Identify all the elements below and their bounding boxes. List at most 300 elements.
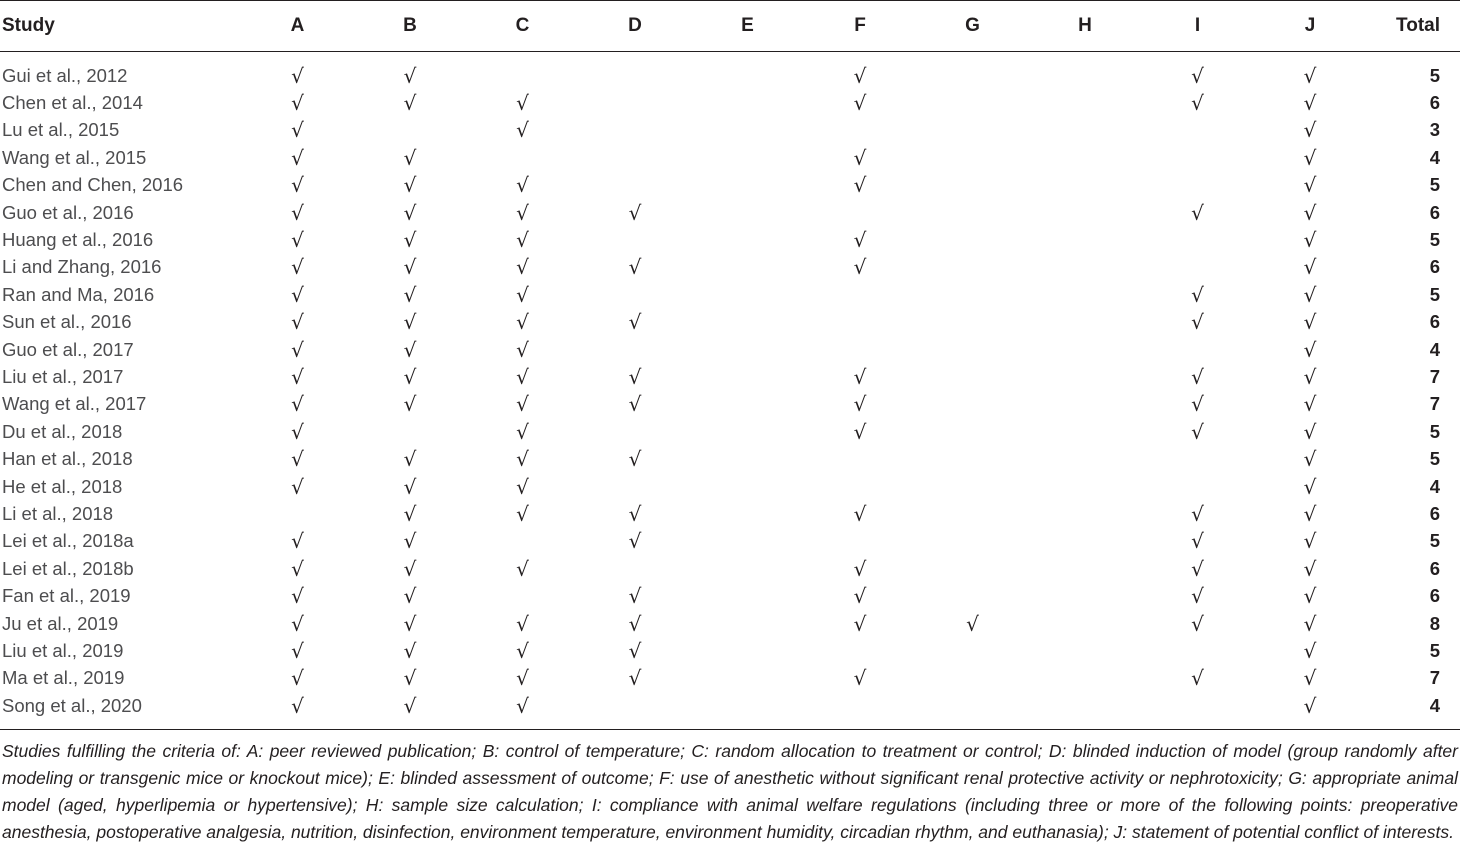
study-name-cell: Fan et al., 2019 [2, 585, 131, 607]
criterion-a-cell: √ [291, 337, 304, 362]
criterion-d-cell [580, 226, 690, 253]
criterion-i-cell [1140, 473, 1255, 500]
total-score-cell: 5 [1429, 229, 1440, 251]
criterion-a-cell: √ [291, 666, 304, 691]
criterion-a-cell: √ [291, 91, 304, 116]
criterion-h-cell [1030, 692, 1140, 729]
criterion-f-cell: √ [853, 145, 867, 170]
criterion-h-cell [1030, 610, 1140, 637]
criterion-a-cell: √ [291, 611, 304, 636]
criterion-a-cell: √ [291, 447, 304, 472]
header-b: B [355, 1, 465, 52]
criterion-h-cell [1030, 391, 1140, 418]
criterion-a-cell: √ [291, 173, 304, 198]
criterion-i-cell [1140, 692, 1255, 729]
criterion-b-cell: √ [403, 255, 417, 280]
criterion-d-cell: √ [628, 611, 642, 636]
criterion-f-cell [805, 199, 915, 226]
criterion-e-cell [690, 418, 805, 445]
criterion-d-cell: √ [628, 638, 642, 663]
table-row [0, 254, 1460, 281]
criterion-c-cell: √ [516, 392, 529, 417]
criterion-g-cell [915, 254, 1030, 281]
study-name-cell: Du et al., 2018 [2, 420, 123, 442]
criterion-h-cell [1030, 254, 1140, 281]
criterion-j-cell: √ [1303, 118, 1317, 143]
criterion-f-cell: √ [853, 63, 867, 88]
criterion-c-cell: √ [516, 91, 529, 116]
study-name-cell: Song et al., 2020 [2, 694, 142, 716]
study-name-cell: Lu et al., 2015 [2, 119, 120, 141]
criterion-e-cell [690, 528, 805, 555]
criterion-c-cell: √ [516, 474, 529, 499]
criterion-c-cell: √ [516, 118, 529, 143]
criterion-e-cell [690, 637, 805, 664]
table-row [0, 528, 1460, 555]
criterion-h-cell [1030, 363, 1140, 390]
criterion-i-cell: √ [1191, 529, 1204, 554]
criterion-e-cell [690, 665, 805, 692]
criterion-g-cell [915, 582, 1030, 609]
total-score-cell: 6 [1429, 256, 1440, 278]
criterion-b-cell: √ [403, 693, 417, 718]
criterion-j-cell: √ [1303, 228, 1317, 253]
study-name-cell: Li et al., 2018 [2, 502, 114, 524]
criterion-b-cell [355, 117, 465, 144]
criterion-c-cell [465, 528, 580, 555]
criterion-i-cell [1140, 254, 1255, 281]
criterion-d-cell: √ [628, 447, 642, 472]
criterion-i-cell [1140, 445, 1255, 472]
criterion-a-cell: √ [291, 556, 304, 581]
criterion-b-cell: √ [403, 529, 417, 554]
criterion-a-cell: √ [291, 228, 304, 253]
criterion-h-cell [1030, 336, 1140, 363]
study-name-cell: Wang et al., 2015 [2, 146, 147, 168]
header-c: C [465, 1, 580, 52]
criterion-g-cell [915, 336, 1030, 363]
table-row [0, 500, 1460, 527]
criterion-a-cell: √ [291, 474, 304, 499]
criterion-j-cell: √ [1303, 611, 1317, 636]
criterion-f-cell [805, 637, 915, 664]
table-row [0, 445, 1460, 472]
total-score-cell: 6 [1429, 201, 1440, 223]
criterion-f-cell: √ [853, 611, 867, 636]
criterion-h-cell [1030, 281, 1140, 308]
criterion-f-cell: √ [853, 501, 867, 526]
criterion-j-cell: √ [1303, 392, 1317, 417]
total-score-cell: 5 [1429, 283, 1440, 305]
criterion-e-cell [690, 692, 805, 729]
criterion-j-cell: √ [1303, 255, 1317, 280]
criterion-g-cell [915, 692, 1030, 729]
table-row [0, 336, 1460, 363]
criterion-b-cell: √ [403, 63, 417, 88]
criterion-j-cell: √ [1303, 529, 1317, 554]
criterion-g-cell [915, 500, 1030, 527]
criterion-c-cell: √ [516, 310, 529, 335]
criterion-d-cell [580, 281, 690, 308]
criterion-j-cell: √ [1303, 501, 1317, 526]
header-e: E [690, 1, 805, 52]
total-score-cell: 6 [1429, 311, 1440, 333]
study-name-cell: Guo et al., 2016 [2, 201, 134, 223]
table-row [0, 363, 1460, 390]
criterion-b-cell: √ [403, 392, 417, 417]
criterion-f-cell: √ [853, 228, 867, 253]
criterion-b-cell: √ [403, 556, 417, 581]
total-score-cell: 6 [1429, 92, 1440, 114]
criterion-d-cell: √ [628, 529, 642, 554]
criterion-e-cell [690, 89, 805, 116]
criterion-g-cell [915, 528, 1030, 555]
criterion-j-cell: √ [1303, 337, 1317, 362]
header-total: Total [1365, 1, 1460, 52]
criterion-g-cell [915, 172, 1030, 199]
header-i: I [1140, 1, 1255, 52]
criterion-f-cell: √ [853, 173, 867, 198]
criterion-c-cell [465, 144, 580, 171]
criterion-e-cell [690, 610, 805, 637]
criterion-j-cell: √ [1303, 91, 1317, 116]
criterion-h-cell [1030, 637, 1140, 664]
total-score-cell: 3 [1429, 119, 1440, 141]
criterion-d-cell: √ [628, 584, 642, 609]
criterion-a-cell: √ [291, 145, 304, 170]
criterion-g-cell [915, 52, 1030, 90]
table-body [0, 52, 1460, 730]
criterion-e-cell [690, 52, 805, 90]
criterion-i-cell: √ [1191, 63, 1204, 88]
criterion-j-cell: √ [1303, 638, 1317, 663]
criterion-d-cell [580, 473, 690, 500]
table-row [0, 199, 1460, 226]
criterion-a-cell: √ [291, 255, 304, 280]
criterion-j-cell: √ [1303, 63, 1317, 88]
criterion-a-cell: √ [291, 392, 304, 417]
criterion-h-cell [1030, 117, 1140, 144]
criterion-d-cell: √ [628, 392, 642, 417]
total-score-cell: 8 [1429, 612, 1440, 634]
criterion-c-cell: √ [516, 447, 529, 472]
criterion-c-cell: √ [516, 228, 529, 253]
criterion-e-cell [690, 445, 805, 472]
criterion-i-cell: √ [1191, 310, 1204, 335]
criterion-f-cell: √ [853, 556, 867, 581]
criterion-g-cell [915, 199, 1030, 226]
table-row [0, 391, 1460, 418]
criterion-g-cell [915, 226, 1030, 253]
study-name-cell: Gui et al., 2012 [2, 64, 128, 86]
criterion-a-cell: √ [291, 584, 304, 609]
study-name-cell: He et al., 2018 [2, 475, 123, 497]
criterion-j-cell: √ [1303, 282, 1317, 307]
total-score-cell: 6 [1429, 557, 1440, 579]
criterion-i-cell [1140, 172, 1255, 199]
study-name-cell: Li and Zhang, 2016 [2, 256, 162, 278]
criterion-a-cell: √ [291, 282, 304, 307]
criterion-a-cell: √ [291, 364, 304, 389]
criterion-e-cell [690, 582, 805, 609]
criterion-f-cell: √ [853, 255, 867, 280]
criterion-a-cell: √ [291, 638, 304, 663]
criterion-g-cell [915, 363, 1030, 390]
criterion-d-cell [580, 172, 690, 199]
table-footnote: Studies fulfilling the criteria of: A: peer reviewed publication; B: control of temperature; C: random allocation to treatment or control; D: blinded induction of model (group randomly after modeling or transgenic mice or knockout mice); E: blinded assessment of outcome; F: use of anesthetic without significant renal protective activity or nephrotoxicity; G: appropriate animal model (aged, hyperlipemia or hypertensive); H: sample size calculation; I: compliance with animal welfare regulations (including three or more of the following points: preoperative anesthesia, postoperative analgesia, nutrition, disinfection, environment temperature, environment humidity, circadian rhythm, and euthanasia); J: statement of potential conflict of interests. [2, 741, 1458, 843]
total-score-cell: 6 [1429, 502, 1440, 524]
table-row [0, 555, 1460, 582]
criterion-e-cell [690, 172, 805, 199]
criterion-e-cell [690, 281, 805, 308]
criterion-a-cell: √ [291, 419, 304, 444]
criterion-j-cell: √ [1303, 556, 1317, 581]
criterion-a-cell: √ [291, 310, 304, 335]
criterion-b-cell: √ [403, 584, 417, 609]
criterion-b-cell: √ [403, 310, 417, 335]
study-name-cell: Guo et al., 2017 [2, 338, 134, 360]
total-score-cell: 5 [1429, 639, 1440, 661]
criterion-b-cell: √ [403, 611, 417, 636]
criterion-c-cell: √ [516, 419, 529, 444]
total-score-cell: 5 [1429, 420, 1440, 442]
total-score-cell: 5 [1429, 174, 1440, 196]
criterion-j-cell: √ [1303, 173, 1317, 198]
criterion-i-cell: √ [1191, 91, 1204, 116]
criterion-c-cell: √ [516, 693, 529, 718]
criterion-g-cell [915, 117, 1030, 144]
criterion-e-cell [690, 144, 805, 171]
study-name-cell: Lei et al., 2018a [2, 530, 134, 552]
criterion-j-cell: √ [1303, 693, 1317, 718]
criterion-h-cell [1030, 528, 1140, 555]
criterion-b-cell: √ [403, 666, 417, 691]
criterion-h-cell [1030, 226, 1140, 253]
criterion-f-cell [805, 445, 915, 472]
criterion-d-cell [580, 144, 690, 171]
study-name-cell: Sun et al., 2016 [2, 311, 132, 333]
criterion-g-cell [915, 309, 1030, 336]
total-score-cell: 7 [1429, 365, 1440, 387]
criterion-f-cell [805, 336, 915, 363]
table-row [0, 226, 1460, 253]
total-score-cell: 5 [1429, 530, 1440, 552]
criterion-j-cell: √ [1303, 447, 1317, 472]
criterion-j-cell: √ [1303, 310, 1317, 335]
criterion-b-cell: √ [403, 91, 417, 116]
table-row [0, 52, 1460, 90]
criterion-j-cell: √ [1303, 200, 1317, 225]
criterion-b-cell: √ [403, 228, 417, 253]
table-row [0, 144, 1460, 171]
criterion-d-cell [580, 418, 690, 445]
criterion-e-cell [690, 336, 805, 363]
criterion-d-cell: √ [628, 310, 642, 335]
criterion-f-cell [805, 528, 915, 555]
header-j: J [1255, 1, 1365, 52]
criterion-e-cell [690, 226, 805, 253]
criterion-d-cell [580, 692, 690, 729]
criterion-c-cell [465, 52, 580, 90]
criterion-j-cell: √ [1303, 666, 1317, 691]
criterion-e-cell [690, 500, 805, 527]
criterion-h-cell [1030, 445, 1140, 472]
criterion-i-cell: √ [1191, 611, 1204, 636]
criterion-i-cell: √ [1191, 419, 1204, 444]
total-score-cell: 4 [1429, 475, 1440, 497]
table-row [0, 172, 1460, 199]
table-row [0, 473, 1460, 500]
total-score-cell: 7 [1429, 667, 1440, 689]
criterion-i-cell [1140, 144, 1255, 171]
criterion-d-cell: √ [628, 666, 642, 691]
criterion-e-cell [690, 117, 805, 144]
study-name-cell: Wang et al., 2017 [2, 393, 147, 415]
criterion-g-cell [915, 665, 1030, 692]
study-name-cell: Chen and Chen, 2016 [2, 174, 184, 196]
criterion-a-cell [240, 500, 355, 527]
criterion-j-cell: √ [1303, 584, 1317, 609]
criterion-h-cell [1030, 473, 1140, 500]
criterion-a-cell: √ [291, 693, 304, 718]
criterion-i-cell [1140, 637, 1255, 664]
table-row [0, 418, 1460, 445]
criterion-i-cell [1140, 117, 1255, 144]
criterion-h-cell [1030, 309, 1140, 336]
study-name-cell: Huang et al., 2016 [2, 229, 154, 251]
header-d: D [580, 1, 690, 52]
criterion-f-cell [805, 309, 915, 336]
criterion-i-cell: √ [1191, 364, 1204, 389]
study-name-cell: Liu et al., 2019 [2, 639, 124, 661]
criterion-h-cell [1030, 582, 1140, 609]
criterion-f-cell: √ [853, 584, 867, 609]
criterion-j-cell: √ [1303, 474, 1317, 499]
criterion-g-cell [915, 473, 1030, 500]
criterion-d-cell [580, 555, 690, 582]
criterion-f-cell: √ [853, 364, 867, 389]
criterion-b-cell: √ [403, 638, 417, 663]
criterion-g-cell [915, 418, 1030, 445]
table-row [0, 89, 1460, 116]
criterion-b-cell: √ [403, 337, 417, 362]
total-score-cell: 4 [1429, 338, 1440, 360]
criterion-g-cell [915, 637, 1030, 664]
criterion-c-cell: √ [516, 501, 529, 526]
criterion-e-cell [690, 199, 805, 226]
criterion-g-cell [915, 89, 1030, 116]
study-name-cell: Ran and Ma, 2016 [2, 283, 155, 305]
criterion-h-cell [1030, 665, 1140, 692]
table-row [0, 692, 1460, 729]
criterion-e-cell [690, 391, 805, 418]
criterion-i-cell: √ [1191, 556, 1204, 581]
criterion-g-cell: √ [966, 611, 979, 636]
table-row [0, 582, 1460, 609]
criterion-i-cell [1140, 226, 1255, 253]
table-row [0, 281, 1460, 308]
criterion-b-cell: √ [403, 447, 417, 472]
criterion-i-cell: √ [1191, 584, 1204, 609]
criterion-d-cell: √ [628, 255, 642, 280]
criterion-d-cell: √ [628, 200, 642, 225]
criterion-f-cell [805, 473, 915, 500]
criterion-b-cell: √ [403, 145, 417, 170]
criterion-h-cell [1030, 172, 1140, 199]
criterion-c-cell: √ [516, 173, 529, 198]
total-score-cell: 7 [1429, 393, 1440, 415]
criterion-f-cell: √ [853, 91, 867, 116]
criterion-i-cell [1140, 336, 1255, 363]
study-name-cell: Han et al., 2018 [2, 448, 133, 470]
criterion-b-cell [355, 418, 465, 445]
criterion-e-cell [690, 363, 805, 390]
study-name-cell: Liu et al., 2017 [2, 365, 124, 387]
table-row [0, 309, 1460, 336]
criterion-a-cell: √ [291, 200, 304, 225]
criterion-g-cell [915, 281, 1030, 308]
criterion-c-cell: √ [516, 666, 529, 691]
criterion-f-cell [805, 692, 915, 729]
total-score-cell: 6 [1429, 585, 1440, 607]
criterion-h-cell [1030, 555, 1140, 582]
criterion-d-cell [580, 52, 690, 90]
criterion-b-cell: √ [403, 474, 417, 499]
criterion-c-cell: √ [516, 200, 529, 225]
criterion-d-cell [580, 336, 690, 363]
criterion-e-cell [690, 555, 805, 582]
criterion-i-cell: √ [1191, 392, 1204, 417]
criterion-h-cell [1030, 500, 1140, 527]
criterion-g-cell [915, 391, 1030, 418]
criterion-h-cell [1030, 144, 1140, 171]
criterion-b-cell: √ [403, 501, 417, 526]
header-f: F [805, 1, 915, 52]
criterion-i-cell: √ [1191, 282, 1204, 307]
criterion-c-cell: √ [516, 255, 529, 280]
criterion-b-cell: √ [403, 200, 417, 225]
criterion-d-cell: √ [628, 364, 642, 389]
criterion-f-cell: √ [853, 419, 867, 444]
criterion-e-cell [690, 473, 805, 500]
header-g: G [915, 1, 1030, 52]
header-a: A [240, 1, 355, 52]
criterion-i-cell: √ [1191, 200, 1204, 225]
criterion-j-cell: √ [1303, 364, 1317, 389]
criterion-d-cell [580, 89, 690, 116]
criterion-b-cell: √ [403, 282, 417, 307]
criterion-c-cell: √ [516, 282, 529, 307]
criterion-c-cell: √ [516, 556, 529, 581]
header-study: Study [0, 1, 240, 52]
criterion-c-cell: √ [516, 611, 529, 636]
criterion-i-cell: √ [1191, 666, 1204, 691]
criterion-f-cell [805, 281, 915, 308]
criterion-c-cell [465, 582, 580, 609]
study-name-cell: Lei et al., 2018b [2, 557, 134, 579]
criterion-e-cell [690, 254, 805, 281]
criterion-a-cell: √ [291, 118, 304, 143]
criterion-d-cell: √ [628, 501, 642, 526]
criterion-h-cell [1030, 199, 1140, 226]
study-name-cell: Ma et al., 2019 [2, 667, 125, 689]
criterion-b-cell: √ [403, 173, 417, 198]
criterion-h-cell [1030, 52, 1140, 90]
total-score-cell: 5 [1429, 64, 1440, 86]
header-h: H [1030, 1, 1140, 52]
criterion-f-cell [805, 117, 915, 144]
criterion-f-cell: √ [853, 392, 867, 417]
